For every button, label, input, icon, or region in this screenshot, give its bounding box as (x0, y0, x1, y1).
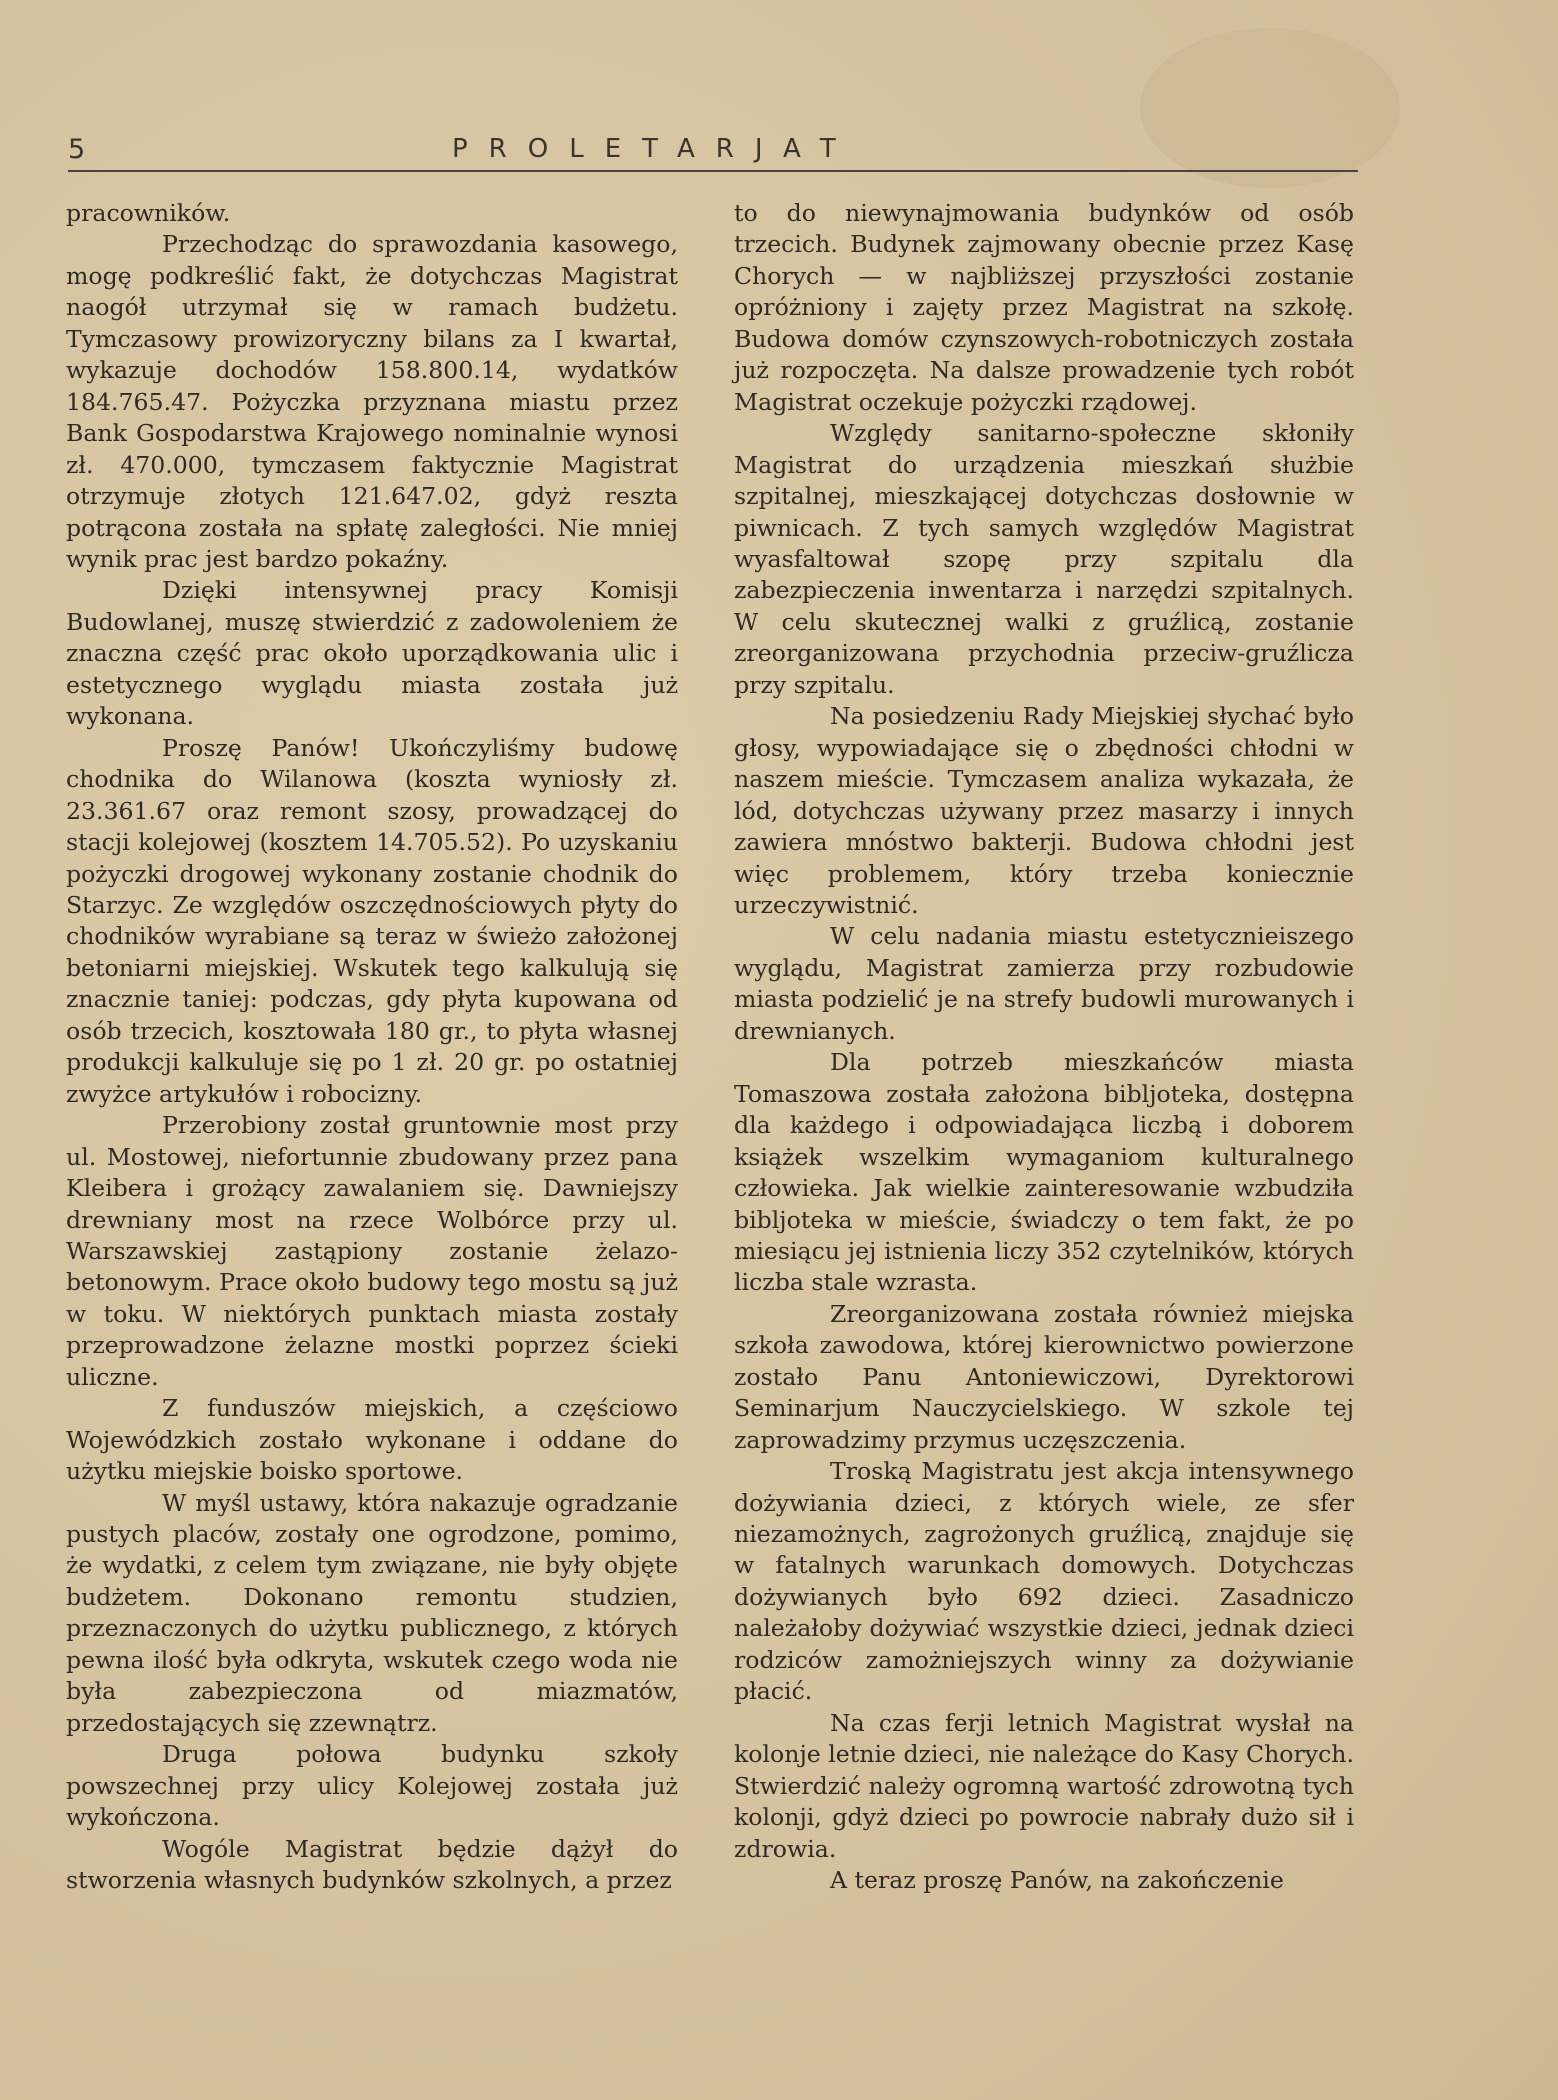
page-header (68, 134, 1358, 172)
paragraph: Na posiedzeniu Rady Miejskiej słychać było głosy, wypowiadające się o zbędności chłodni w naszem mieście. Tymczasem analiza wykazała, że lód, dotychczas używany przez masarzy i innych zawiera mnóstwo bakterji. Budowa chłodni jest więc problemem, który trzeba koniecznie urzeczywistnić. (734, 702, 1354, 919)
left-column (66, 198, 678, 1896)
paragraph: Zreorganizowana została również miejska szkoła zawodowa, której kierownictwo powierzone zostało Panu Antoniewiczowi, Dyrektorowi Seminarjum Nauczycielskiego. W szkole tej zaprowadzimy przymus uczęszczenia. (734, 1299, 1354, 1454)
paragraph: Na czas ferji letnich Magistrat wysłał na kolonje letnie dzieci, nie należące do Kasy Chorych. Stwierdzić należy ogromną wartość zdrowotną tych kolonji, gdyż dzieci po powrocie nabrały dużo sił i zdrowia. (734, 1708, 1354, 1863)
paragraph: Przerobiony został gruntownie most przy ul. Mostowej, niefortunnie zbudowany przez pana Kleibera i grożący zawalaniem się. Dawniejszy drewniany most na rzece Wolbórce przy ul. Warszawskiej zastąpiony zostanie żelazo-betonowym. Prace około budowy tego mostu są już w toku. W niektórych punktach miasta zostały przeprowadzone żelazne mostki poprzez ścieki uliczne. (66, 1111, 678, 1391)
paragraph: Troską Magistratu jest akcja intensywnego dożywiania dzieci, z których wiele, ze sfer niezamożnych, zagrożonych gruźlicą, znajduje się w fatalnych warunkach domowych. Dotychczas dożywianych było 692 dzieci. Zasadniczo należałoby dożywiać wszystkie dzieci, jednak dzieci rodziców zamożniejszych winny za dożywianie płacić. (734, 1457, 1354, 1706)
paragraph: W myśl ustawy, która nakazuje ogradzanie pustych placów, zostały one ogrodzone, pomimo, że wydatki, z celem tym związane, nie były objęte budżetem. Dokonano remontu studzien, przeznaczonych do użytku publicznego, z których pewna ilość była odkryta, wskutek czego woda nie była zabezpieczona od miazmatów, przedostających się zzewnątrz. (66, 1488, 678, 1737)
paragraph: A teraz proszę Panów, na zakończenie (830, 1866, 1284, 1895)
paragraph: Z funduszów miejskich, a częściowo Wojewódzkich zostało wykonane i oddane do użytku miejskie boisko sportowe. (66, 1394, 678, 1486)
paragraph: W celu nadania miastu estetycznieiszego wyglądu, Magistrat zamierza przy rozbudowie miasta podzielić je na strefy budowli murowanych i drewnianych. (734, 922, 1354, 1045)
right-column (734, 198, 1354, 1896)
paragraph: Dla potrzeb mieszkańców miasta Tomaszowa została założona bibljoteka, dostępna dla każdego i odpowiadająca liczbą i doborem książek wszelkim wymaganiom kulturalnego człowieka. Jak wielkie zainteresowanie wzbudziła bibljoteka w mieście, świadczy o tem fakt, że po miesiącu jej istnienia liczy 352 czytelników, których liczba stale wzrasta. (734, 1048, 1354, 1297)
masthead-title: PROLETARJAT (452, 134, 857, 164)
paragraph: to do niewynajmowania budynków od osób trzecich. Budynek zajmowany obecnie przez Kasę Chorych — w najbliższej przyszłości zostanie opróżniony i zajęty przez Magistrat na szkołę. Budowa domów czynszowych-robotniczych została już rozpoczęta. Na dalsze prowadzenie tych robót Magistrat oczekuje pożyczki rządowej. (734, 199, 1354, 416)
paragraph: pracowników. (66, 199, 231, 227)
paragraph: Proszę Panów! Ukończyliśmy budowę chodnika do Wilanowa (koszta wyniosły zł. 23.361.67 oraz remont szosy, prowadzącej do stacji kolejowej (kosztem 14.705.52). Po uzyskaniu pożyczki drogowej wykonany zostanie chodnik do Starzyc. Ze względów oszczędnościowych płyty do chodników wyrabiane są teraz w świeżo założonej betoniarni miejskiej. Wskutek tego kalkulują się znacznie taniej: podczas, gdy płyta kupowana od osób trzecich, kosztowała 180 gr., to płyta własnej produkcji kalkuluje się po 1 zł. 20 gr. po ostatniej zwyżce artykułów i robocizny. (66, 733, 678, 1108)
page-number: 5 (68, 134, 86, 165)
paragraph: Przechodząc do sprawozdania kasowego, mogę podkreślić fakt, że dotychczas Magistrat naogół utrzymał się w ramach budżetu. Tymczasowy prowizoryczny bilans za I kwartał, wykazuje dochodów 158.800.14, wydatków 184.765.47. Pożyczka przyznana miastu przez Bank Gospodarstwa Krajowego nominalnie wynosi zł. 470.000, tymczasem faktycznie Magistrat otrzymuje złotych 121.647.02, gdyż reszta potrącona została na spłatę zaległości. Nie mniej wynik prac jest bardzo pokaźny. (66, 230, 678, 573)
paragraph: Dzięki intensywnej pracy Komisji Budowlanej, muszę stwierdzić z zadowoleniem że znaczna część prac około uporządkowania ulic i estetycznego wyglądu miasta została już wykonana. (66, 576, 678, 731)
paragraph: Względy sanitarno-społeczne skłoniły Magistrat do urządzenia mieszkań służbie szpitalnej, mieszkającej dotychczas dosłownie w piwnicach. Z tych samych względów Magistrat wyasfaltował szopę przy szpitalu dla zabezpieczenia inwentarza i narzędzi szpitalnych. W celu skutecznej walki z gruźlicą, zostanie zreorganizowana przychodnia przeciw-gruźlicza przy szpitalu. (734, 419, 1354, 699)
paragraph: Wogóle Magistrat będzie dążył do stworzenia własnych budynków szkolnych, a przez (66, 1834, 678, 1895)
paragraph: Druga połowa budynku szkoły powszechnej przy ulicy Kolejowej została już wykończona. (66, 1740, 678, 1832)
